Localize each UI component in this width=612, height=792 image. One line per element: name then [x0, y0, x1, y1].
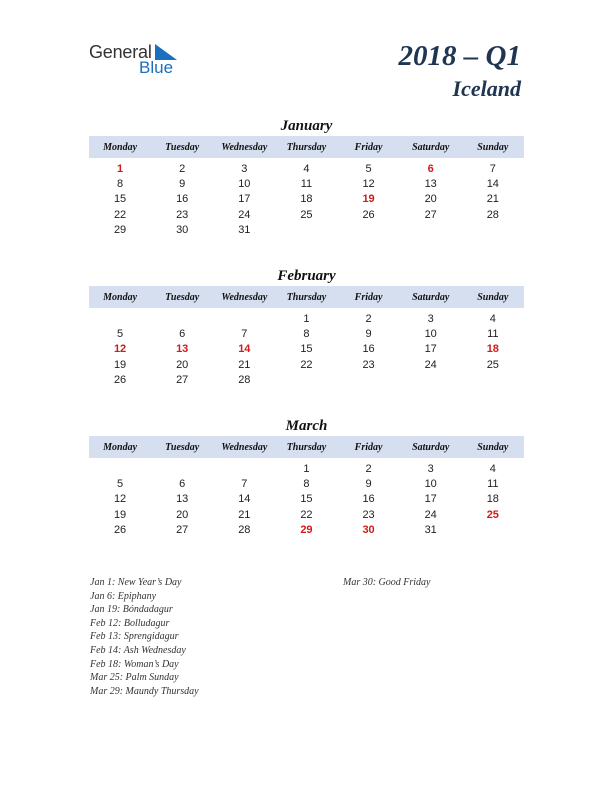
day-cell: 15 — [300, 493, 313, 506]
month-february — [89, 266, 524, 387]
weekday-label: Friday — [354, 141, 383, 153]
day-cell: 6 — [179, 327, 186, 340]
holiday-entry: Feb 13: Sprengidagur — [90, 631, 179, 643]
day-cell: 22 — [300, 358, 313, 371]
day-cell: 23 — [362, 508, 375, 521]
week-row — [89, 476, 524, 491]
holiday-entry: Mar 30: Good Friday — [343, 577, 431, 588]
day-cell: 15 — [300, 343, 313, 356]
day-cell: 8 — [303, 327, 310, 340]
day-cell: 11 — [300, 177, 313, 190]
day-cell: 10 — [424, 477, 437, 490]
day-cell: 7 — [489, 162, 496, 175]
week-row — [89, 161, 524, 176]
holiday-entry: Jan 1: New Year’s Day — [90, 577, 182, 588]
day-cell: 8 — [303, 477, 310, 490]
holiday-day-cell: 30 — [362, 523, 375, 536]
weekday-label: Tuesday — [165, 441, 200, 453]
holiday-day-cell: 6 — [427, 162, 434, 175]
holiday-entry: Mar 25: Palm Sunday — [90, 672, 179, 684]
day-cell: 7 — [241, 327, 248, 340]
day-cell: 21 — [238, 358, 251, 371]
weekday-label: Sunday — [477, 441, 509, 453]
page-title: 2018 – Q1 — [398, 40, 521, 72]
day-cell: 18 — [486, 493, 499, 506]
day-cell: 16 — [362, 343, 375, 356]
day-cell: 5 — [117, 477, 124, 490]
day-cell: 11 — [487, 477, 499, 490]
day-cell: 9 — [365, 477, 372, 490]
week-row — [89, 522, 524, 537]
weekday-header — [89, 136, 524, 158]
day-cell: 17 — [424, 343, 437, 356]
day-cell: 15 — [113, 193, 127, 206]
day-cell: 10 — [238, 177, 251, 190]
day-cell: 2 — [179, 162, 186, 175]
day-cell: 4 — [489, 462, 496, 475]
logo-general-text: General — [89, 42, 152, 62]
country-name: Iceland — [452, 76, 521, 101]
weekday-label: Wednesday — [221, 291, 268, 303]
holiday-day-cell: 13 — [176, 343, 189, 356]
day-cell: 4 — [303, 162, 310, 175]
week-row — [89, 207, 524, 222]
week-row — [89, 507, 524, 522]
day-cell: 28 — [238, 373, 251, 386]
holiday-entry: Feb 12: Bolludagur — [90, 617, 170, 629]
weekday-label: Tuesday — [165, 141, 200, 153]
weekday-label: Saturday — [412, 141, 450, 153]
holiday-entry: Jan 19: Bóndadagur — [90, 604, 173, 616]
day-cell: 10 — [424, 327, 437, 340]
day-cell: 14 — [238, 493, 251, 506]
week-row — [89, 222, 524, 237]
weekday-label: Saturday — [412, 441, 450, 453]
day-cell: 7 — [241, 477, 248, 490]
day-cell: 29 — [113, 223, 127, 236]
holiday-entry: Feb 18: Woman’s Day — [90, 658, 179, 670]
week-row — [89, 357, 524, 372]
day-cell: 26 — [113, 523, 127, 536]
day-cell: 14 — [486, 177, 499, 190]
day-cell: 24 — [424, 508, 437, 521]
weekday-label: Sunday — [477, 141, 509, 153]
day-cell: 12 — [113, 493, 127, 506]
day-cell: 4 — [489, 312, 496, 325]
day-cell: 31 — [238, 223, 251, 236]
weekday-label: Wednesday — [221, 441, 268, 453]
month-name: January — [280, 118, 333, 134]
day-cell: 3 — [427, 462, 434, 475]
day-cell: 5 — [117, 327, 124, 340]
holiday-entry: Jan 6: Epiphany — [90, 590, 157, 602]
day-cell: 1 — [303, 462, 310, 475]
weekday-label: Friday — [354, 291, 383, 303]
day-cell: 9 — [365, 327, 372, 340]
day-cell: 16 — [362, 493, 375, 506]
weekday-label: Monday — [103, 141, 138, 153]
week-row — [89, 326, 524, 341]
holiday-day-cell: 29 — [300, 523, 313, 536]
weekday-label: Thursday — [286, 441, 327, 453]
day-cell: 21 — [238, 508, 251, 521]
day-cell: 3 — [427, 312, 434, 325]
day-cell: 21 — [486, 193, 499, 206]
day-cell: 28 — [486, 208, 499, 221]
weekday-label: Monday — [103, 291, 138, 303]
day-cell: 17 — [424, 493, 437, 506]
week-row — [89, 192, 524, 207]
day-cell: 22 — [113, 208, 127, 221]
week-row — [89, 342, 524, 357]
month-name: February — [277, 268, 336, 284]
day-cell: 12 — [362, 177, 375, 190]
holiday-day-cell: 18 — [486, 343, 499, 356]
day-cell: 26 — [113, 373, 127, 386]
weekday-label: Thursday — [286, 141, 327, 153]
day-cell: 22 — [300, 508, 313, 521]
day-cell: 13 — [424, 177, 437, 190]
weekday-label: Wednesday — [221, 141, 268, 153]
day-cell: 9 — [179, 177, 186, 190]
day-cell: 24 — [424, 358, 437, 371]
day-cell: 25 — [300, 208, 313, 221]
day-cell: 19 — [113, 358, 127, 371]
holiday-day-cell: 19 — [362, 193, 375, 206]
day-cell: 16 — [176, 193, 189, 206]
week-row — [89, 372, 524, 387]
day-cell: 28 — [238, 523, 251, 536]
weekday-header — [89, 286, 524, 308]
day-cell: 27 — [176, 373, 189, 386]
day-cell: 31 — [424, 523, 437, 536]
month-name: March — [285, 418, 328, 434]
day-cell: 20 — [424, 193, 437, 206]
day-cell: 8 — [117, 177, 124, 190]
day-cell: 5 — [365, 162, 372, 175]
holiday-list-right — [343, 576, 431, 590]
day-cell: 23 — [176, 208, 189, 221]
holiday-day-cell: 14 — [238, 343, 251, 356]
weekday-label: Sunday — [477, 291, 509, 303]
day-cell: 24 — [238, 208, 251, 221]
day-cell: 26 — [362, 208, 375, 221]
weekday-label: Friday — [354, 441, 383, 453]
weekday-label: Saturday — [412, 291, 450, 303]
logo — [89, 42, 189, 76]
holiday-entry: Feb 14: Ash Wednesday — [90, 644, 186, 656]
day-cell: 30 — [176, 223, 189, 236]
weekday-label: Thursday — [286, 291, 327, 303]
holiday-day-cell: 1 — [117, 162, 124, 175]
holiday-entry: Mar 29: Maundy Thursday — [90, 685, 199, 697]
day-cell: 19 — [113, 508, 127, 521]
day-cell: 27 — [176, 523, 189, 536]
weekday-label: Monday — [103, 441, 138, 453]
day-cell: 6 — [179, 477, 186, 490]
day-cell: 13 — [176, 493, 189, 506]
week-row — [89, 311, 524, 326]
day-cell: 20 — [176, 358, 189, 371]
day-cell: 11 — [487, 327, 499, 340]
holiday-day-cell: 25 — [486, 508, 499, 521]
weekday-label: Tuesday — [165, 291, 200, 303]
day-cell: 18 — [300, 193, 313, 206]
day-cell: 2 — [365, 462, 372, 475]
holiday-day-cell: 12 — [113, 343, 127, 356]
month-march — [89, 416, 524, 537]
holiday-list-left — [90, 576, 199, 698]
week-row — [89, 176, 524, 191]
day-cell: 27 — [424, 208, 437, 221]
day-cell: 23 — [362, 358, 375, 371]
day-cell: 3 — [241, 162, 248, 175]
week-row — [89, 492, 524, 507]
week-row — [89, 461, 524, 476]
day-cell: 25 — [486, 358, 499, 371]
day-cell: 17 — [238, 193, 251, 206]
day-cell: 2 — [365, 312, 372, 325]
weekday-header — [89, 436, 524, 458]
month-january — [89, 116, 524, 237]
day-cell: 1 — [303, 312, 310, 325]
logo-blue-text: Blue — [139, 58, 174, 77]
day-cell: 20 — [176, 508, 189, 521]
